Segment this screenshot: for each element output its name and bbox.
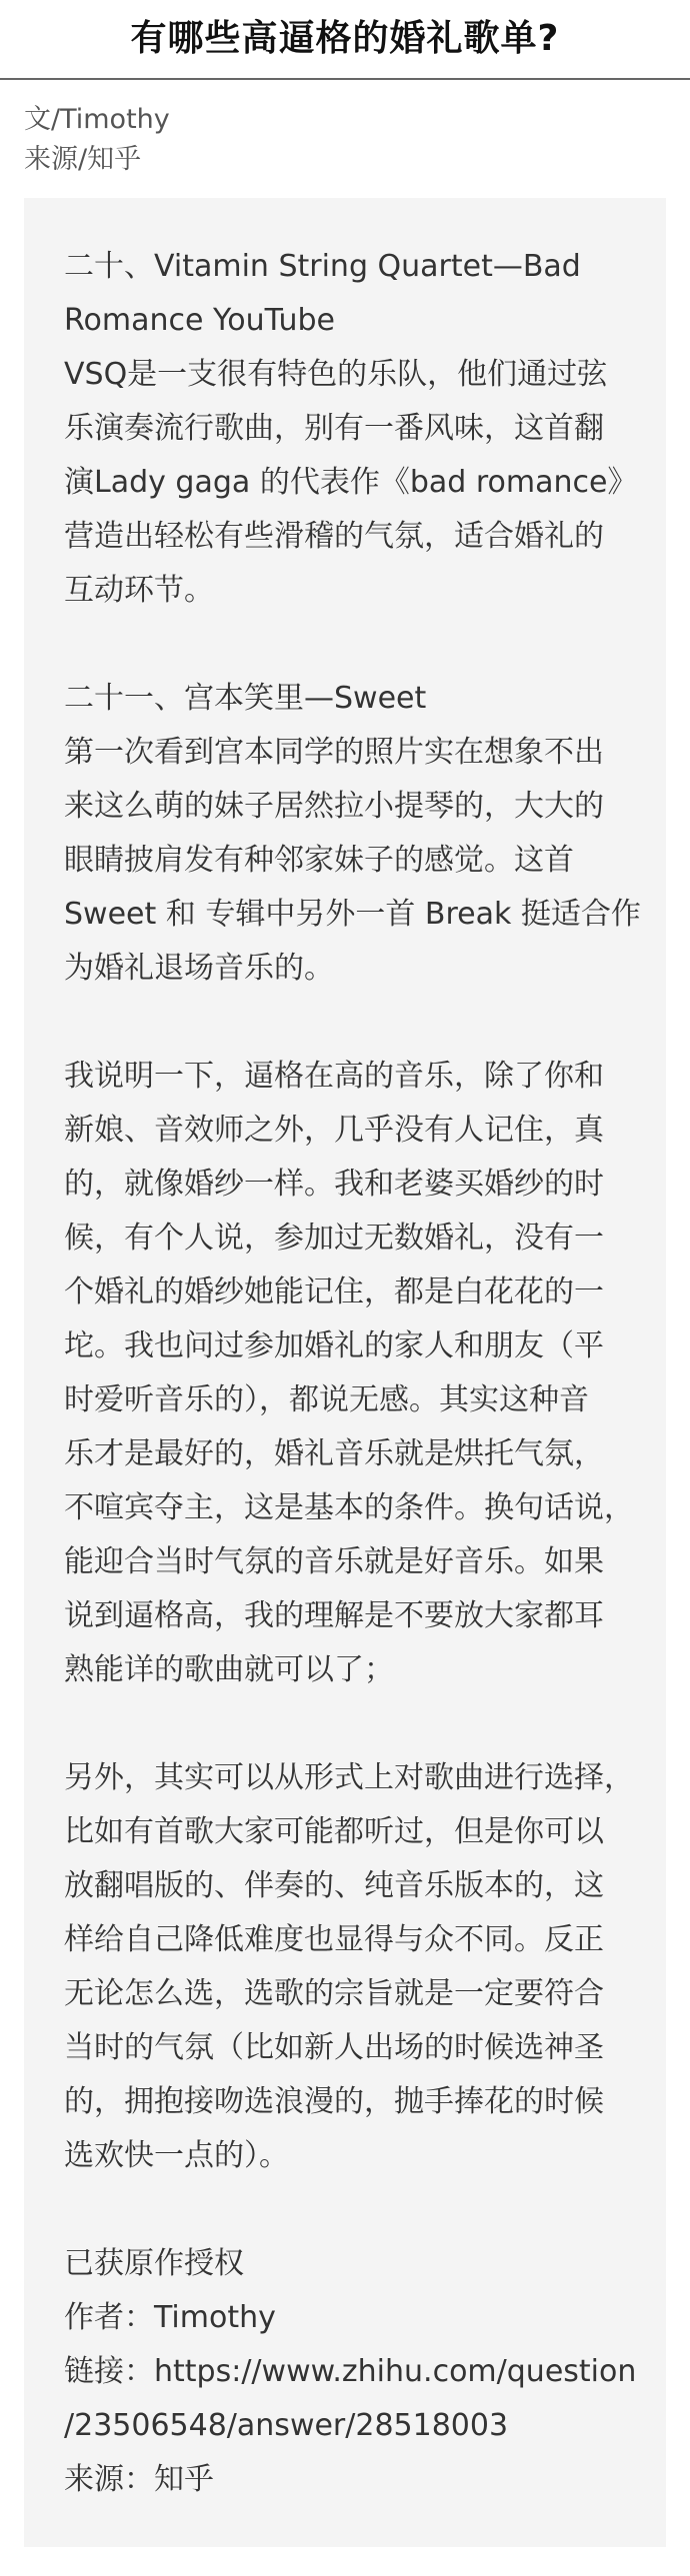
text-line: 无论怎么选，选歌的宗旨就是一定要符合 [64,1976,604,2011]
author-line: 文/Timothy [24,104,170,135]
article-meta [24,100,170,180]
text-line: Romance YouTube [64,303,335,338]
text-line: 不喧宾夺主，这是基本的条件。换句话说， [64,1490,634,1525]
text-line: 二十、Vitamin String Quartet—Bad [64,249,581,284]
text-line: 为婚礼退场音乐的。 [64,951,334,986]
text-line: 熟能详的歌曲就可以了； [64,1652,394,1687]
text-line: 比如有首歌大家可能都听过，但是你可以 [64,1814,604,1849]
text-line: 互动环节。 [64,573,214,608]
paragraph-selection-tips [64,1751,650,2183]
text-line: 营造出轻松有些滑稽的气氛，适合婚礼的 [64,519,604,554]
text-line: 说到逼格高，我的理解是不要放大家都耳 [64,1598,604,1633]
authorization-note: 已获原作授权 [64,2246,244,2281]
text-line: 另外，其实可以从形式上对歌曲进行选择， [64,1760,634,1795]
text-line: 我说明一下，逼格在高的音乐，除了你和 [64,1059,604,1094]
attribution-block [64,2237,650,2507]
text-line: 候，有个人说，参加过无数婚礼，没有一 [64,1221,604,1256]
attribution-source: 来源：知乎 [64,2462,214,2497]
text-line: 乐才是最好的，婚礼音乐就是烘托气氛， [64,1436,604,1471]
text-line: 新娘、音效师之外，几乎没有人记住，真 [64,1113,604,1148]
title-bar [0,0,690,80]
text-line: 个婚礼的婚纱她能记住，都是白花花的一 [64,1275,604,1309]
text-line: 来这么萌的妹子居然拉小提琴的，大大的 [64,789,604,824]
title-divider [0,78,690,80]
text-line: Sweet 和 专辑中另外一首 Break 挺适合作 [64,897,641,932]
attribution-link[interactable]: 链接：https://www.zhihu.com/question [64,2354,637,2389]
text-line: VSQ是一支很有特色的乐队，他们通过弦 [64,357,608,392]
text-line: 时爱听音乐的），都说无感。其实这种音 [64,1382,589,1417]
text-line: 乐演奏流行歌曲，别有一番风味，这首翻 [64,411,604,446]
text-line: 能迎合当时气氛的音乐就是好音乐。如果 [64,1544,604,1579]
text-line: 坨。我也问过参加婚礼的家人和朋友（平 [64,1328,604,1363]
article-body [24,198,666,2547]
text-line: 演Lady gaga 的代表作《bad romance》 [64,465,638,500]
text-line: 放翻唱版的、伴奏的、纯音乐版本的，这 [64,1868,604,1903]
attribution-author: 作者：Timothy [64,2300,276,2335]
page-title: 有哪些高逼格的婚礼歌单? [130,18,560,59]
text-line: 样给自己降低难度也显得与众不同。反正 [64,1922,604,1957]
text-line: 第一次看到宫本同学的照片实在想象不出 [64,735,604,770]
text-line: 的，就像婚纱一样。我和老婆买婚纱的时 [64,1167,604,1202]
text-line: 的，拥抱接吻选浪漫的，抛手捧花的时候 [64,2084,604,2119]
attribution-link-continued[interactable]: /23506548/answer/28518003 [64,2408,509,2443]
paragraph-explanation [64,1050,650,1697]
source-line: 来源/知乎 [24,144,142,175]
text-line: 当时的气氛（比如新人出场的时候选神圣 [64,2030,604,2065]
text-line: 选欢快一点的）。 [64,2138,289,2173]
paragraph-song-21 [64,672,650,996]
text-line: 二十一、宫本笑里—Sweet [64,681,427,716]
text-line: 眼睛披肩发有种邻家妹子的感觉。这首 [64,843,574,878]
paragraph-song-20 [64,240,650,618]
